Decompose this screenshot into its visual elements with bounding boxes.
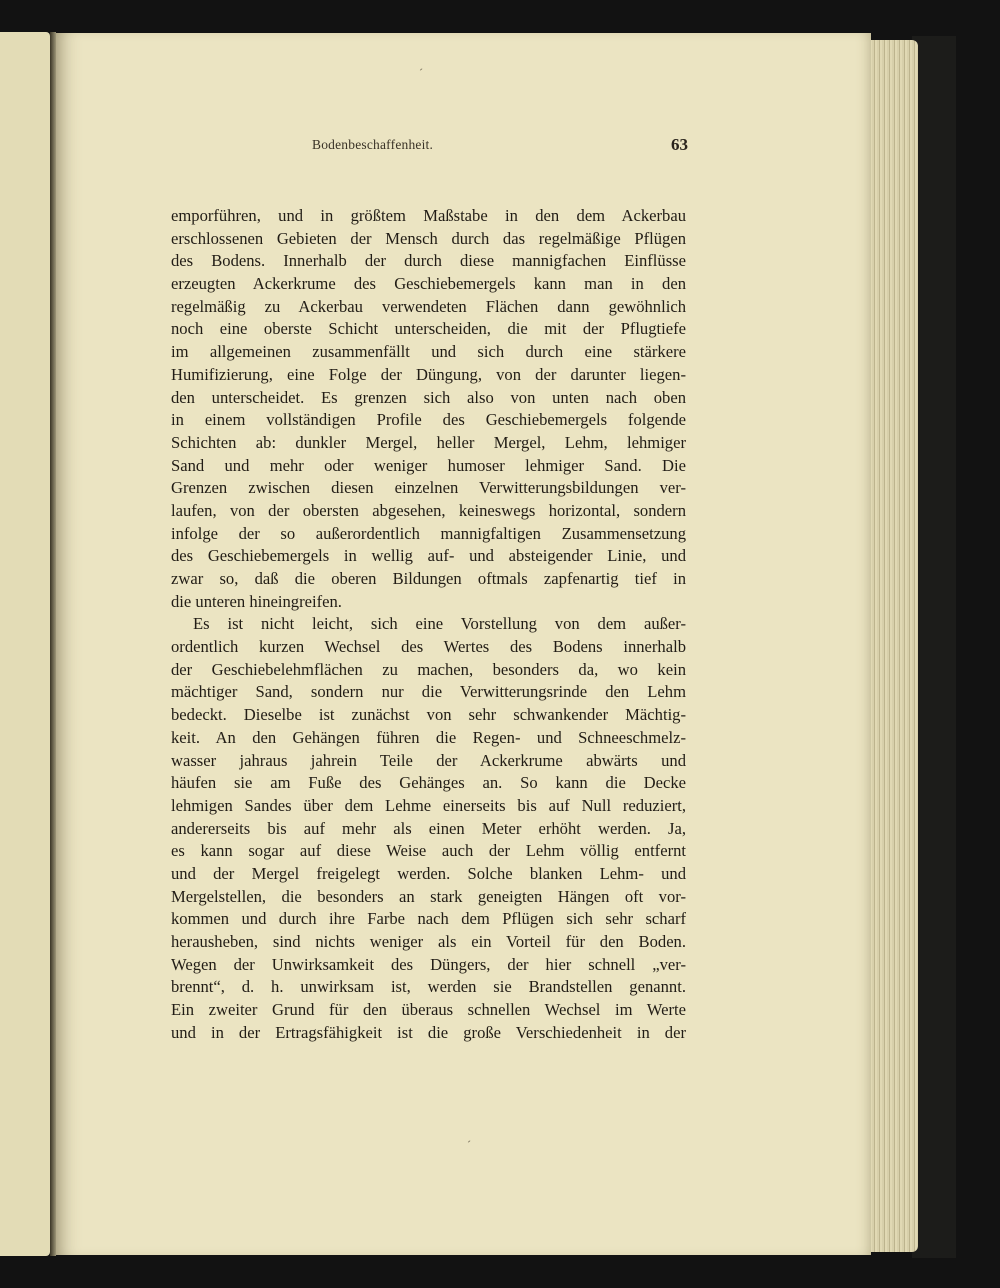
- text-line: des Geschiebemergels in wellig auf- und absteigender Linie, und: [171, 546, 686, 566]
- text-line: im allgemeinen zusammenfällt und sich durch eine stärkere: [171, 342, 686, 362]
- text-line: ordentlich kurzen Wechsel des Wertes des Bodens innerhalb: [171, 637, 686, 657]
- text-line: andererseits bis auf mehr als einen Meter erhöht werden. Ja,: [171, 818, 686, 838]
- text-line: emporführen, und in größtem Maßstabe in den dem Ackerbau: [171, 206, 686, 225]
- text-line: die unteren hineingreifen.: [171, 591, 342, 611]
- text-line: es kann sogar auf diese Weise auch der Lehm völlig entfernt: [171, 841, 686, 861]
- text-line: den unterscheidet. Es grenzen sich also von unten nach oben: [171, 387, 686, 407]
- text-line: lehmigen Sandes über dem Lehme einerseits bis auf Null reduziert,: [171, 795, 686, 815]
- text-line: noch eine oberste Schicht unterscheiden, die mit der Pflugtiefe: [171, 319, 686, 339]
- text-line: Sand und mehr oder weniger humoser lehmiger Sand. Die: [171, 455, 686, 475]
- paragraph: [171, 205, 686, 613]
- text-line: und in der Ertragsfähigkeit ist die große Verschiedenheit in der: [171, 1022, 686, 1042]
- paragraph: [171, 613, 686, 1044]
- text-line: der Geschiebelehmflächen zu machen, besonders da, wo kein: [171, 659, 686, 679]
- speck-mark: ´: [467, 1138, 471, 1152]
- text-line: erzeugten Ackerkrume des Geschiebemergels kann man in den: [171, 274, 686, 294]
- text-line: Mergelstellen, die besonders an stark geneigten Hängen oft vor-: [171, 886, 686, 906]
- text-line: keit. An den Gehängen führen die Regen- und Schneeschmelz-: [171, 727, 686, 747]
- text-line: Schichten ab: dunkler Mergel, heller Mergel, Lehm, lehmiger: [171, 432, 686, 452]
- text-line: wasser jahraus jahrein Teile der Ackerkrume abwärts und: [171, 750, 686, 770]
- text-line: infolge der so außerordentlich mannigfaltigen Zusammensetzung: [171, 523, 686, 543]
- text-line: und der Mergel freigelegt werden. Solche blanken Lehm- und: [171, 863, 686, 883]
- body-text: [171, 205, 686, 1044]
- text-line: häufen sie am Fuße des Gehänges an. So kann die Decke: [171, 773, 686, 793]
- text-line: Es ist nicht leicht, sich eine Vorstellung von dem außer-: [193, 614, 686, 634]
- text-line: Ein zweiter Grund für den überaus schnellen Wechsel im Werte: [171, 1000, 686, 1020]
- text-line: kommen und durch ihre Farbe nach dem Pflügen sich sehr scharf: [171, 909, 686, 929]
- text-line: zwar so, daß die oberen Bildungen oftmals zapfenartig tief in: [171, 569, 686, 588]
- facing-page-edge: [0, 32, 50, 1256]
- text-line: des Bodens. Innerhalb der durch diese mannigfachen Einflüsse: [171, 251, 686, 271]
- text-line: brennt“, d. h. unwirksam ist, werden sie Brandstellen genannt.: [171, 977, 686, 997]
- text-line: Wegen der Unwirksamkeit des Düngers, der hier schnell „ver-: [171, 954, 686, 974]
- page-number: 63: [671, 135, 688, 154]
- text-line: laufen, von der obersten abgesehen, keineswegs horizontal, sondern: [171, 500, 686, 520]
- text-line: regelmäßig zu Ackerbau verwendeten Flächen dann gewöhnlich: [171, 296, 686, 316]
- text-line: mächtiger Sand, sondern nur die Verwitterungsrinde den Lehm: [171, 682, 686, 702]
- text-line: herausheben, sind nichts weniger als ein Vorteil für den Boden.: [171, 932, 686, 951]
- running-head: Bodenbeschaffenheit.: [312, 137, 434, 152]
- text-line: Grenzen zwischen diesen einzelnen Verwitterungsbildungen ver-: [171, 478, 686, 498]
- speck-mark: ´: [419, 66, 423, 80]
- book-cover-edge: [912, 36, 956, 1258]
- text-line: Humifizierung, eine Folge der Düngung, von der darunter liegen-: [171, 364, 686, 384]
- page-header: [312, 137, 688, 163]
- text-line: in einem vollständigen Profile des Geschiebemergels folgende: [171, 410, 686, 430]
- text-line: erschlossenen Gebieten der Mensch durch das regelmäßige Pflügen: [171, 228, 686, 248]
- text-line: bedeckt. Dieselbe ist zunächst von sehr schwankender Mächtig-: [171, 705, 686, 725]
